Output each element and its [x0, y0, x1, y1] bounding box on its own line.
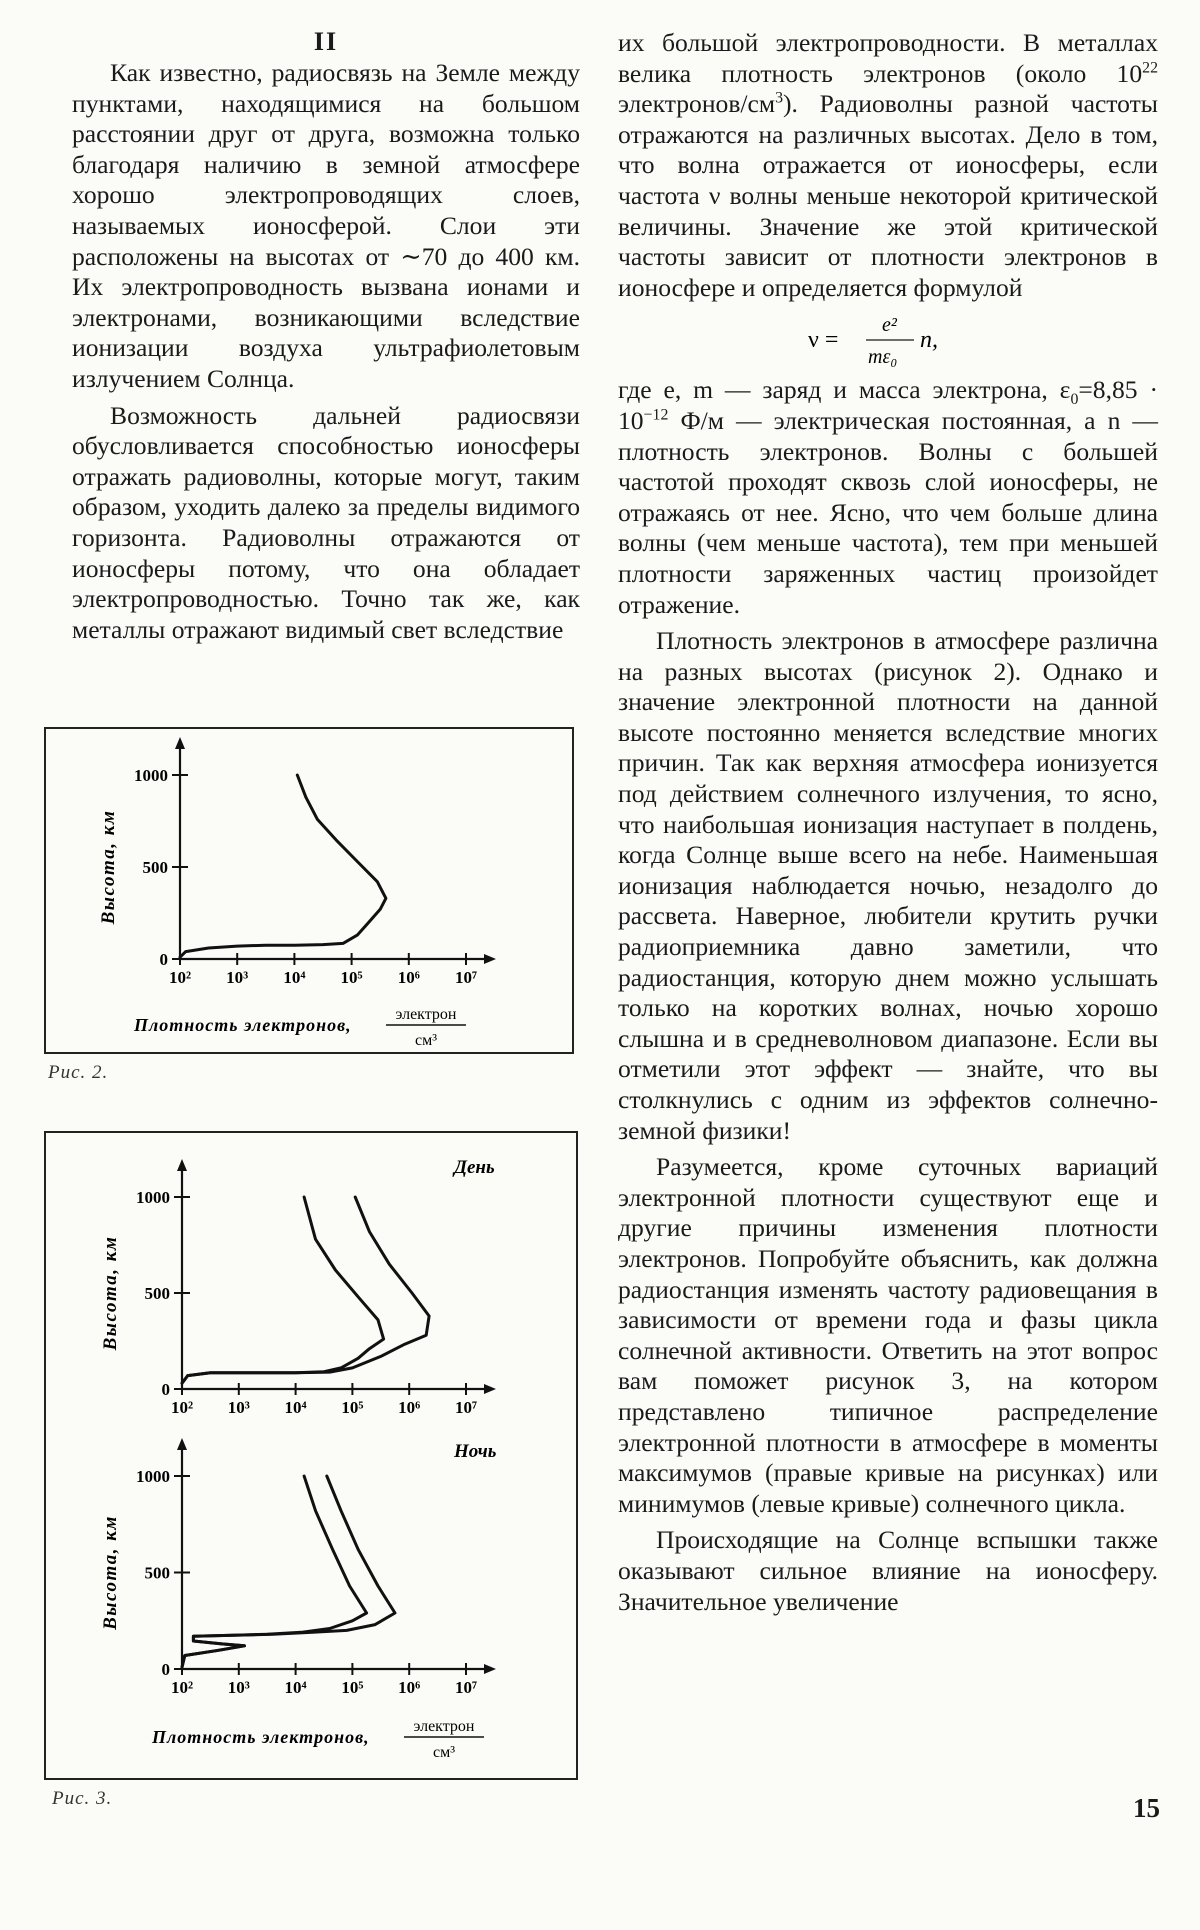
paragraph: их большой электропроводности. В металлах велика плотность электронов (около $10^{22}$ электронов/$см^3$). Радиоволны разной частоты отражаются на различных высотах. Дело в том, что волна отражается от ионосферы, если частота ν волны меньше некоторой критической величины. Значение же этой критической частоты зависит от плотности электронов в ионосфере и определяется формулой	[618, 28, 1158, 302]
x-tick-label: 10⁴	[284, 1398, 307, 1417]
series-line	[180, 775, 386, 957]
formula	[618, 303, 1158, 375]
formula-denominator: mε₀	[868, 346, 898, 369]
x-axis-arrow	[484, 1384, 496, 1394]
paragraph: Плотность электронов в атмосфере различна на разных высотах (рисунок 2). Однако и значение электронной плотности на данной высоте постоянно меняется вследствие многих причин. Так как верхняя атмосфера ионизуется под действием солнечного излучения, то ясно, что наибольшая ионизация наступает в полдень, когда Солнце выше всего на небе. Наименьшая ионизация наблюдается ночью, незадолго до рассвета. Наверное, любители крутить ручки радиоприемника давно заметили, что радиостанция, которую днем можно услышать только на коротких волнах, ночью хорошо слышна и в средневолновом диапазоне. Если вы отметили этот эффект — знайте, что вы столкнулись с одним из эффектов солнечно-земной физики!	[618, 626, 1158, 1145]
y-tick-label: 1000	[136, 1188, 170, 1207]
unit-numerator: электрон	[395, 1006, 457, 1023]
x-tick-label: 10⁴	[284, 1678, 307, 1697]
y-axis-arrow	[177, 1159, 187, 1171]
paragraph: Как известно, радиосвязь на Земле между пунктами, находящимися на большом расстоянии друг от друга, возможна только благодаря наличию в земной атмосфере хорошо электропроводящих слоев, называемых ионосферой. Слои эти расположены на высотах от ∼70 до 400 км. Их электропроводность вызвана ионами и электронами, возникающими вследствие ионизации воздуха ультрафиолетовым излучением Солнца.	[72, 58, 580, 393]
section-number: II	[313, 27, 339, 56]
x-tick-label: 10³	[226, 968, 249, 987]
x-tick-label: 10⁶	[398, 1678, 421, 1697]
series-line	[182, 1197, 429, 1383]
unit-numerator: электрон	[413, 1718, 475, 1735]
x-tick-label: 10⁵	[340, 968, 363, 987]
y-axis-label: Высота, км	[100, 1515, 121, 1630]
x-tick-label: 10⁷	[454, 1678, 478, 1697]
y-tick-label: 0	[161, 1380, 170, 1399]
figure-3-caption: Рис. 3.	[52, 1788, 113, 1809]
page-number: 15	[1133, 1793, 1160, 1823]
formula-rhs: n,	[920, 327, 938, 354]
x-axis-label: Плотность электронов,	[152, 1727, 370, 1747]
x-tick-label: 10⁵	[341, 1678, 364, 1697]
y-axis-label: Высота, км	[98, 809, 119, 925]
paragraph: Возможность дальней радиосвязи обусловливается способностью ионосферы отражать радиоволны, которые могут, таким образом, уходить далеко за пределы видимого горизонта. Радиоволны отражаются от ионосферы потому, что она обладает электропроводностью. Точно так же, как металлы отражают видимый свет вследствие	[72, 400, 580, 644]
right-column	[618, 28, 1158, 1617]
x-tick-label: 10⁶	[397, 968, 420, 987]
x-tick-label: 10³	[227, 1678, 250, 1697]
x-tick-label: 10²	[170, 1398, 194, 1417]
unit-denominator: см³	[414, 1032, 438, 1049]
x-tick-label: 10⁷	[454, 1398, 478, 1417]
y-tick-label: 500	[142, 858, 168, 877]
x-tick-label: 10⁵	[341, 1398, 364, 1417]
x-axis-arrow	[484, 1664, 496, 1674]
series-line	[182, 1197, 384, 1383]
figure-3-chart	[46, 1133, 576, 1778]
x-axis-arrow	[484, 954, 496, 964]
y-tick-label: 500	[144, 1563, 170, 1583]
x-tick-label: 10³	[227, 1398, 250, 1417]
formula-numerator: e²	[882, 314, 897, 337]
figure-3-frame	[44, 1131, 578, 1780]
x-tick-label: 10⁶	[398, 1398, 421, 1417]
y-tick-label: 1000	[134, 766, 168, 785]
y-axis-arrow	[177, 1438, 187, 1450]
figure-2-chart	[46, 729, 572, 1052]
series-line	[182, 1476, 395, 1667]
x-tick-label: 10²	[170, 1678, 194, 1697]
y-tick-label: 500	[144, 1284, 170, 1303]
x-tick-label: 10⁷	[454, 968, 478, 987]
unit-denominator: см³	[432, 1744, 456, 1761]
panel-title: Ночь	[454, 1441, 497, 1462]
y-axis-label: Высота, км	[100, 1235, 121, 1351]
left-column	[72, 28, 580, 645]
x-tick-label: 10²	[168, 968, 192, 987]
y-tick-label: 1000	[136, 1467, 170, 1486]
y-tick-label: 0	[161, 1660, 170, 1679]
panel-title: День	[454, 1157, 495, 1178]
paragraph: Происходящие на Солнце вспышки также оказывают сильное влияние на ионосферу. Значительное увеличение	[618, 1525, 1158, 1616]
paragraph: где e, m — заряд и масса электрона, $\varepsilon_0=8,85 \cdot 10^{-12}$ Ф/м — электрическая постоянная, а n — плотность электронов. Волны с большей частотой проходят сквозь слой ионосферы, не отражаясь от нее. Ясно, что чем больше длина волны (чем меньше частота), тем при меньшей плотности заряженных частиц произойдет отражение.	[618, 375, 1158, 619]
y-tick-label: 0	[159, 950, 168, 969]
figure-2-caption: Рис. 2.	[48, 1062, 109, 1083]
figure-2-frame	[44, 727, 574, 1054]
x-tick-label: 10⁴	[283, 968, 306, 987]
y-axis-arrow	[175, 737, 185, 749]
formula-lhs: ν =	[808, 327, 839, 354]
x-axis-label: Плотность электронов,	[134, 1015, 352, 1035]
paragraph: Разумеется, кроме суточных вариаций электронной плотности существуют еще и другие причины изменения плотности электронов. Попробуйте объяснить, как должна радиостанция изменять частоту радиовещания в зависимости от времени года и фазы цикла солнечной активности. Ответить на этот вопрос вам поможет рисунок 3, на котором представлено типичное распределение электронной плотности в атмосфере в моменты максимумов (правые кривые на рисунках) или минимумов (левые кривые) солнечного цикла.	[618, 1152, 1158, 1518]
